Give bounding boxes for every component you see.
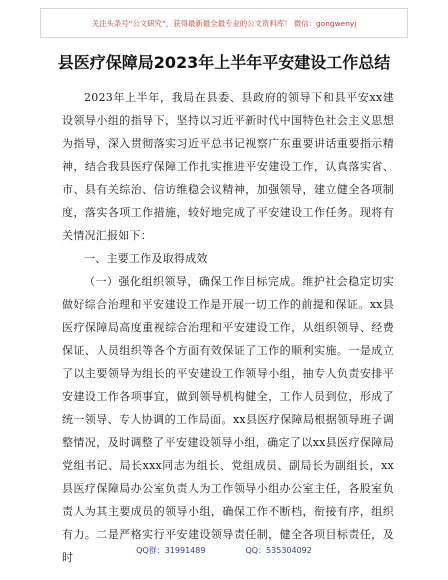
qq-group-text: QQ群：31991489 xyxy=(136,546,206,555)
promo-banner xyxy=(40,8,408,38)
footer-contact xyxy=(0,545,448,556)
body-paragraph: （一）强化组织领导，确保工作目标完成。维护社会稳定切实做好综合治理和平安建设工作是开展一切工作的前提和保证。xx县医疗保障局高度重视综合治理和平安建设工作，从组织领导、经费保证、人员组织等各个方面有效保证了工作的顺利实施。一是成立了以主要领导为组长的平安建设工作领导小组，抽专人负责安排平安建设工作各项事宜，做到领导机构健全，工作人员到位，形成了统一领导、专人协调的工作局面。xx县医疗保障局根据领导班子调整情况，及时调整了平安建设领导小组，确定了以xx县医疗保障局党组书记、局长xxx同志为组长、党组成员、副局长为副组长，xx县医疗保障局办公室负责人为工作领导小组办公室主任，各股室负责人为其主要成员的领导小组，确保工作不断档，衔接有序，组织有力。二是严格实行平安建设领导责任制，健全各项目标责任，及时 xyxy=(62,275,394,564)
promo-banner-text: 关注头条号“公文研究”，获得最新最全最专业的公文资料库！ 微信：gongwenyj xyxy=(91,18,357,28)
section-heading: 一、主要工作及取得成效 xyxy=(84,252,208,265)
intro-paragraph: 2023年上半年，我局在县委、县政府的领导下和县平安xx建设领导小组的指导下，坚持以习近平新时代中国特色社会主义思想为指导，深入贯彻落实习近平总书记视察广东重要讲话重要指示精神，结合我县医疗保障工作扎实推进平安建设工作，认真落实省、市、县有关综治、信访维稳会议精神，加强领导，建立健全各项制度，落实各项工作措施，较好地完成了平安建设工作任务。现将有关情况汇报如下： xyxy=(62,91,394,242)
document-body xyxy=(62,86,394,569)
qq-text: QQ：535304092 xyxy=(245,546,312,555)
document-title: 县医疗保障局2023年上半年平安建设工作总结 xyxy=(57,53,391,72)
